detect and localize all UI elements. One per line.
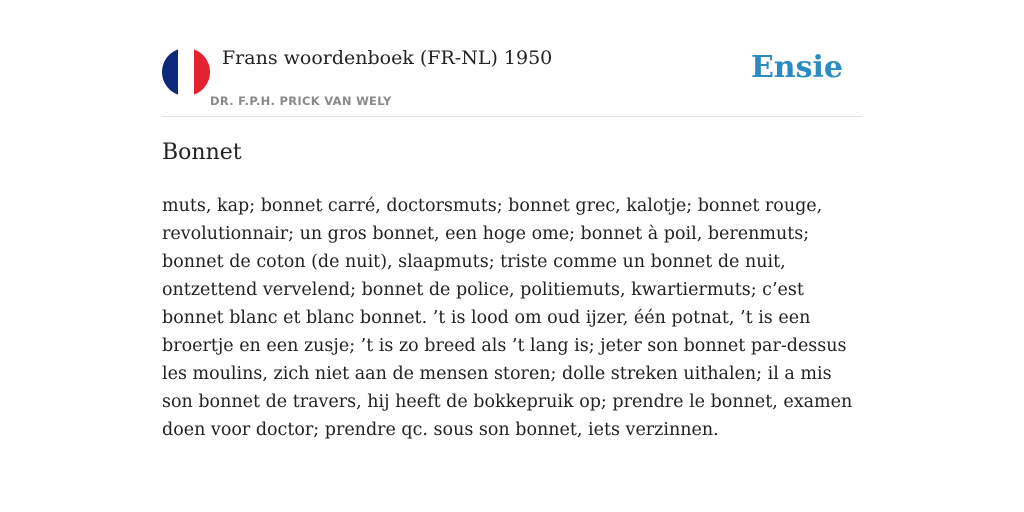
flag-stripe-white [178, 48, 194, 96]
entry-definition: muts, kap; bonnet carré, doctorsmuts; bonnet grec, kalotje; bonnet rouge, revolutionnair; un gros bonnet, een hoge ome; bonnet à poil, berenmuts; bonnet de coton (de nuit), slaapmuts; triste comme un bonnet de nuit, ontzettend vervelend; bonnet de police, politiemuts, kwartiermuts; c’est bonnet blanc et blanc bonnet. ’t is lood om oud ijzer, één potnat, ’t is een broertje en een zusje; ’t is zo breed als ’t lang is; jeter son bonnet par-dessus les moulins, zich niet aan de mensen storen; dolle streken uithalen; il a mis son bonnet de travers, hij heeft de bokkepruik op; prendre le bonnet, examen doen voor doctor; prendre qc. sous son bonnet, iets verzinnen. [162, 196, 853, 440]
flag-stripe-blue [162, 48, 178, 96]
france-flag-icon [162, 48, 210, 96]
brand-logo[interactable]: Ensie [750, 50, 843, 85]
flag-stripe-red [194, 48, 210, 96]
book-author: DR. F.P.H. PRICK VAN WELY [210, 94, 392, 108]
entry-term: Bonnet [162, 140, 242, 165]
dictionary-header [162, 40, 862, 117]
book-title[interactable]: Frans woordenboek (FR-NL) 1950 [222, 47, 553, 69]
